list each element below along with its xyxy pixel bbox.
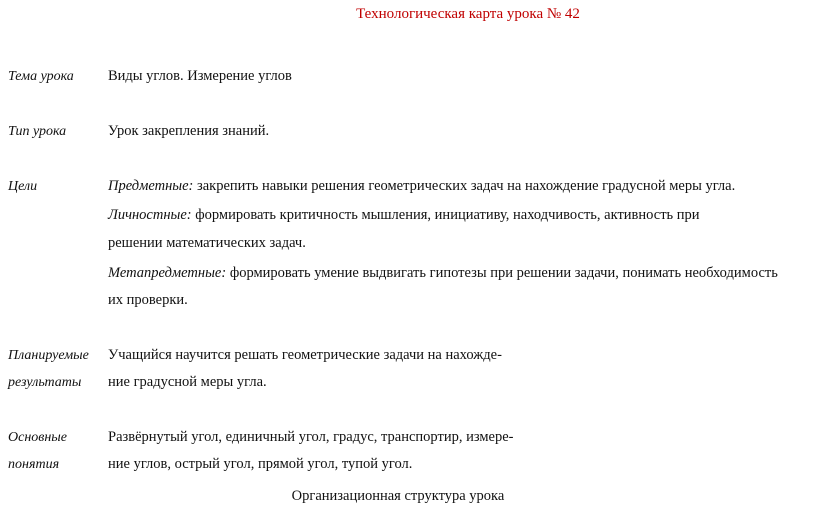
concepts-line1: Развёрнутый угол, единичный угол, градус, транспортир, измере- (108, 429, 514, 445)
concepts-line2: ние углов, острый угол, прямой угол, тупой угол. (108, 456, 413, 472)
goal-meta-line1: формировать умение выдвигать гипотезы при решении задачи, понимать необходимость (226, 265, 778, 281)
goal-meta (108, 265, 778, 282)
goal-personal-line1: формировать критичность мышления, инициативу, находчивость, активность при (191, 207, 700, 223)
results-line2: ние градусной меры угла. (108, 374, 267, 390)
results-label-line2: результаты (8, 375, 82, 390)
goal-subject (108, 178, 735, 195)
results-label-line1: Планируемые (8, 348, 89, 363)
goal-subject-text: закрепить навыки решения геометрических задач на нахождение градусной меры угла. (193, 178, 736, 194)
goal-personal (108, 207, 700, 224)
topic-value: Виды углов. Измерение углов (108, 68, 292, 84)
goal-meta-line2: их проверки. (108, 292, 188, 308)
lesson-type-value: Урок закрепления знаний. (108, 123, 270, 139)
goal-meta-prefix: Метапредметные: (108, 265, 227, 281)
concepts-label-line1: Основные (8, 430, 67, 445)
lesson-type-label: Тип урока (8, 124, 67, 139)
concepts-label-line2: понятия (8, 457, 60, 472)
topic-label: Тема урока (8, 69, 74, 84)
section-heading: Организационная структура урока (291, 488, 505, 504)
goal-subject-prefix: Предметные: (108, 178, 194, 194)
goals-label: Цели (8, 179, 38, 194)
results-line1: Учащийся научится решать геометрические задачи на нахожде- (108, 347, 502, 363)
document-title: Технологическая карта урока № 42 (356, 6, 580, 22)
goal-personal-line2: решении математических задач. (108, 235, 306, 251)
goal-personal-prefix: Личностные: (108, 207, 192, 223)
